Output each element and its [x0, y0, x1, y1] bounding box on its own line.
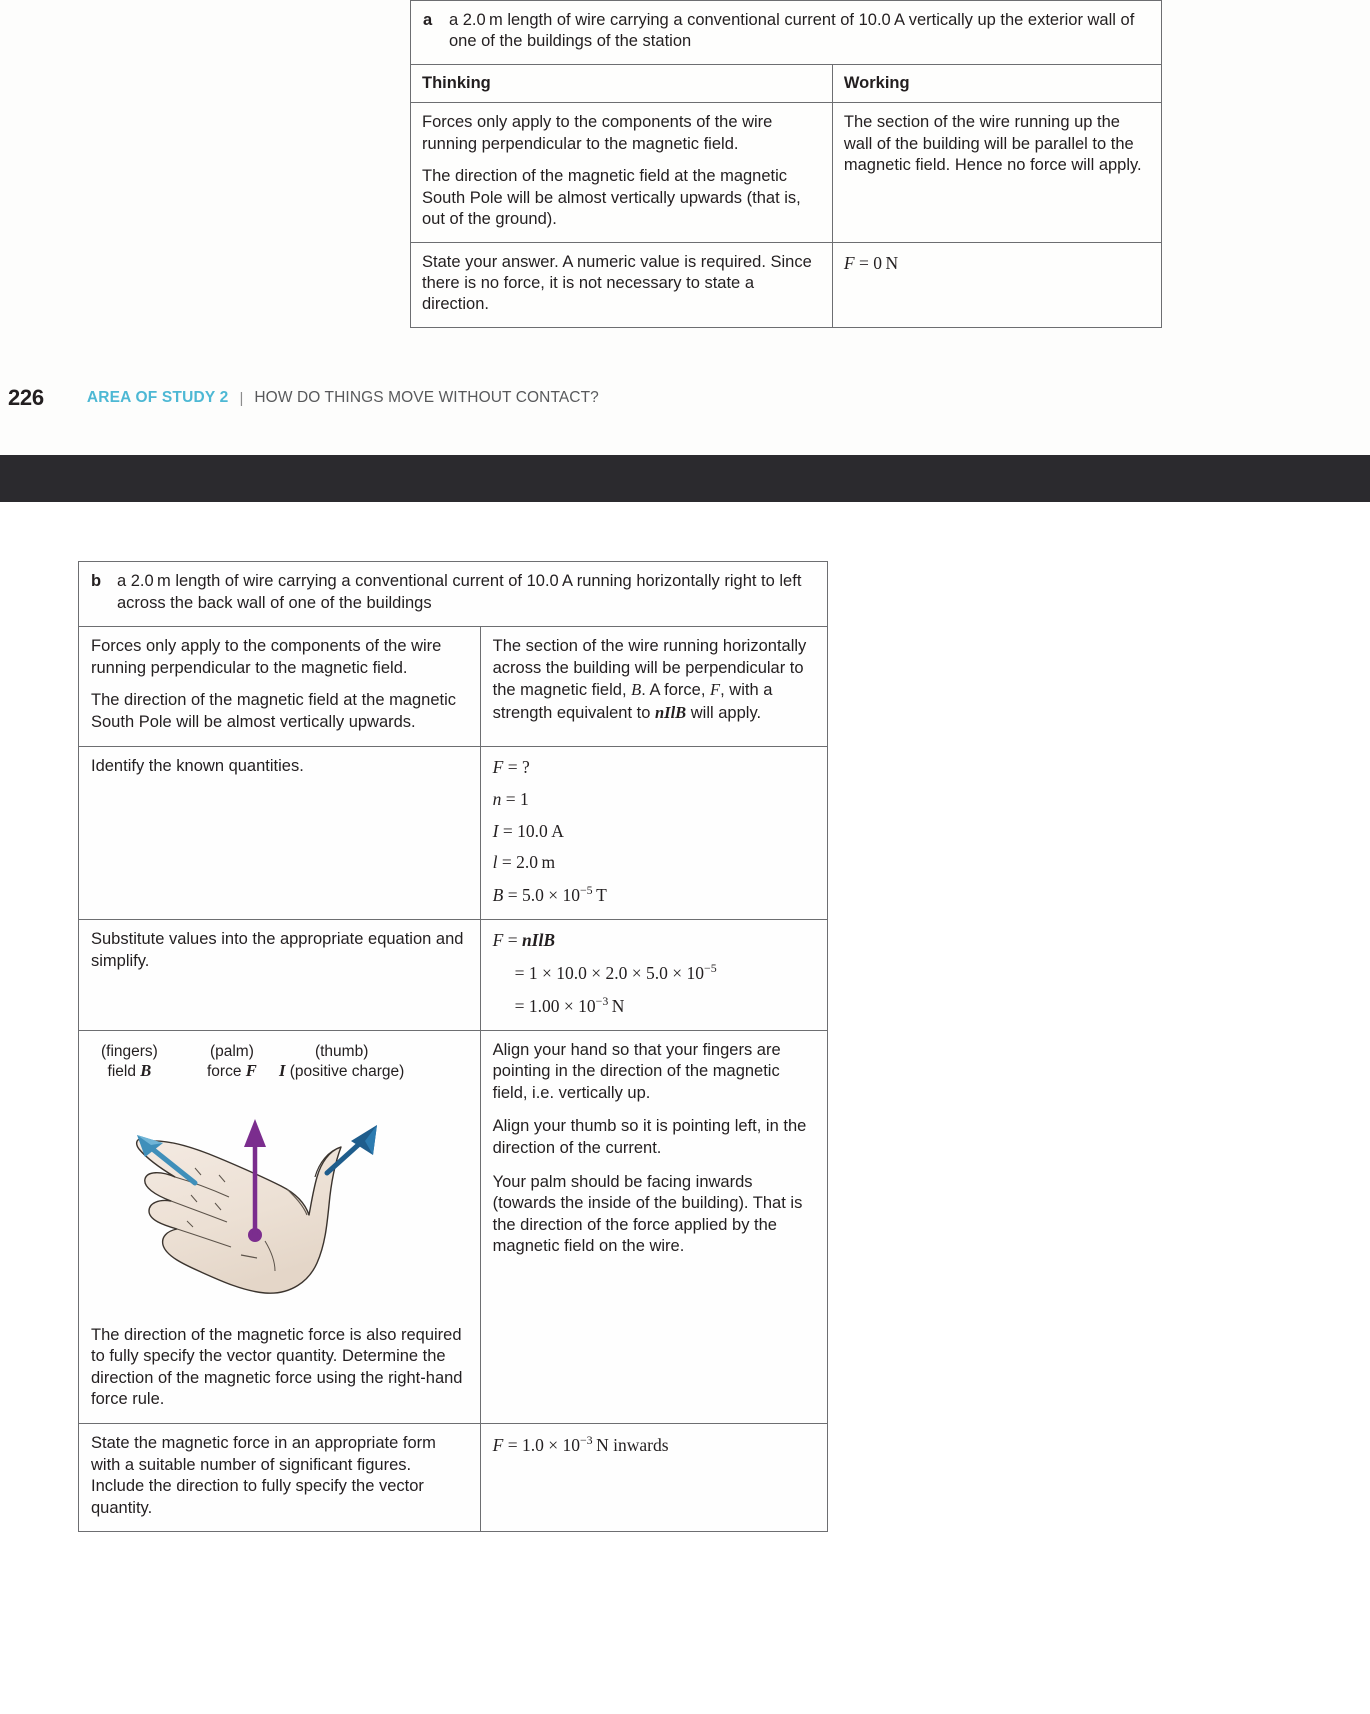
working-cell-b4	[480, 1030, 827, 1423]
label-thumb	[279, 1043, 404, 1083]
equation-substitution: = $1 \times 10.0 \times 2.0 \times 5.0 \times 10^{-5}$	[514, 961, 717, 983]
label-fingers-top: (fingers)	[101, 1042, 158, 1060]
thinking-cell-b1	[79, 627, 481, 746]
thinking-cell-2	[411, 242, 833, 327]
table-row	[79, 746, 828, 919]
thinking-paragraph: Substitute values into the appropriate equation and simplify.	[91, 930, 464, 970]
equation-force-zero: F = 0 N	[843, 252, 899, 273]
footer-chapter-title: HOW DO THINGS MOVE WITHOUT CONTACT?	[254, 389, 599, 406]
column-header-working: Working	[832, 64, 1161, 102]
working-paragraph: The section of the wire running horizontally across the building will be perpendicular to the magnetic field, B. A force, F, with a strength equivalent to nIlB will apply.	[492, 637, 807, 723]
label-fingers	[101, 1043, 158, 1083]
thinking-paragraph: Forces only apply to the components of the wire running perpendicular to the magnetic field.	[91, 637, 442, 677]
footer-area-of-study: AREA OF STUDY 2	[86, 389, 229, 406]
question-stem-b	[79, 562, 828, 627]
working-paragraph: The section of the wire running up the wall of the building will be parallel to the magnetic field. Hence no force will apply.	[843, 113, 1142, 175]
working-cell-b2	[480, 746, 827, 919]
thinking-cell-b4	[79, 1030, 481, 1423]
worked-solution-table-a	[410, 0, 1162, 328]
label-thumb-top: (thumb)	[314, 1042, 369, 1060]
page-fragment-bottom	[0, 502, 1370, 1714]
right-hand-rule-figure	[79, 1085, 463, 1317]
thinking-paragraph: The direction of the magnetic field at the magnetic South Pole will be almost vertically upwards.	[91, 691, 457, 732]
table-row	[79, 1030, 828, 1423]
working-cell-b1	[480, 627, 827, 746]
known-quantity-B: $B = 5.0 \times 10^{-5}$ T	[492, 883, 607, 906]
thinking-paragraph: Forces only apply to the components of the wire running perpendicular to the magnetic field.	[422, 113, 773, 153]
known-quantity-I: I = 10.0 A	[492, 820, 564, 841]
working-cell-b3	[480, 920, 827, 1030]
label-palm-top: (palm)	[209, 1042, 254, 1060]
column-header-thinking: Thinking	[411, 64, 833, 102]
final-answer: $F = 1.0 \times 10^{-3}$ N inwards	[492, 1432, 669, 1455]
thinking-paragraph-right-hand-rule: The direction of the magnetic force is also required to fully specify the vector quantity. Determine the direction of the magnetic force using the right-hand force rule.	[91, 1325, 463, 1409]
page-footer	[0, 381, 1370, 415]
table-header-row	[411, 64, 1162, 102]
known-quantity-l: l = 2.0 m	[492, 852, 556, 873]
question-stem-a	[411, 1, 1162, 65]
hand-illustration-svg	[79, 1085, 463, 1317]
thinking-paragraph: The direction of the magnetic field at the magnetic South Pole will be almost vertically upwards (that is, out of the ground).	[422, 167, 801, 229]
table-row	[411, 242, 1162, 327]
footer-separator: |	[239, 389, 244, 407]
question-stem-text: a 2.0 m length of wire carrying a conventional current of 10.0 A running horizontally right to left across the back wall of one of the buildings	[117, 572, 802, 612]
label-fingers-bottom: field B	[107, 1061, 152, 1081]
spread-gutter-bar	[0, 455, 1370, 502]
working-cell-2	[832, 242, 1161, 327]
table-row	[79, 627, 828, 746]
right-hand-rule-labels	[79, 1043, 480, 1085]
thinking-paragraph: Identify the known quantities.	[91, 756, 304, 775]
page-fragment-top	[0, 0, 1370, 480]
question-stem-text: a 2.0 m length of wire carrying a conventional current of 10.0 A vertically up the exterior wall of one of the buildings of the station	[449, 11, 1135, 51]
label-palm-bottom: force F	[207, 1061, 257, 1081]
table-row	[411, 1, 1162, 65]
working-paragraph: Your palm should be facing inwards (towards the inside of the building). That is the direction of the force applied by the magnetic field on the wire.	[492, 1172, 803, 1256]
label-palm	[207, 1043, 257, 1083]
thinking-paragraph: State your answer. A numeric value is required. Since there is no force, it is not necessary to state a direction.	[422, 252, 812, 314]
working-cell-b5	[480, 1423, 827, 1531]
thinking-cell-1	[411, 103, 833, 242]
table-row	[79, 1423, 828, 1531]
table-row	[79, 920, 828, 1030]
thinking-paragraph: State the magnetic force in an appropriate form with a suitable number of significant figures. Include the direction to fully specify the vector quantity.	[91, 1433, 436, 1517]
current-i-arrow	[327, 1125, 377, 1173]
page-number: 226	[8, 385, 44, 410]
label-thumb-bottom: I (positive charge)	[279, 1061, 405, 1081]
working-cell-1	[832, 103, 1161, 242]
table-row	[79, 562, 828, 627]
equation-result: = $1.00 \times 10^{-3}$ N	[514, 993, 625, 1016]
worked-solution-table-b	[78, 561, 828, 1532]
working-paragraph: Align your thumb so it is pointing left, in the direction of the current.	[492, 1117, 807, 1157]
thinking-cell-b5	[79, 1423, 481, 1531]
known-quantity-F: F = ?	[492, 756, 530, 777]
thinking-cell-b2	[79, 746, 481, 919]
thinking-cell-b3	[79, 920, 481, 1030]
table-row	[411, 103, 1162, 242]
known-quantity-n: n = 1	[492, 788, 529, 809]
question-letter: a	[423, 11, 433, 29]
working-paragraph: Align your hand so that your fingers are pointing in the direction of the magnetic field, i.e. vertically up.	[492, 1040, 781, 1102]
equation-formula: F = nIlB	[492, 930, 556, 951]
question-letter: b	[91, 572, 102, 590]
